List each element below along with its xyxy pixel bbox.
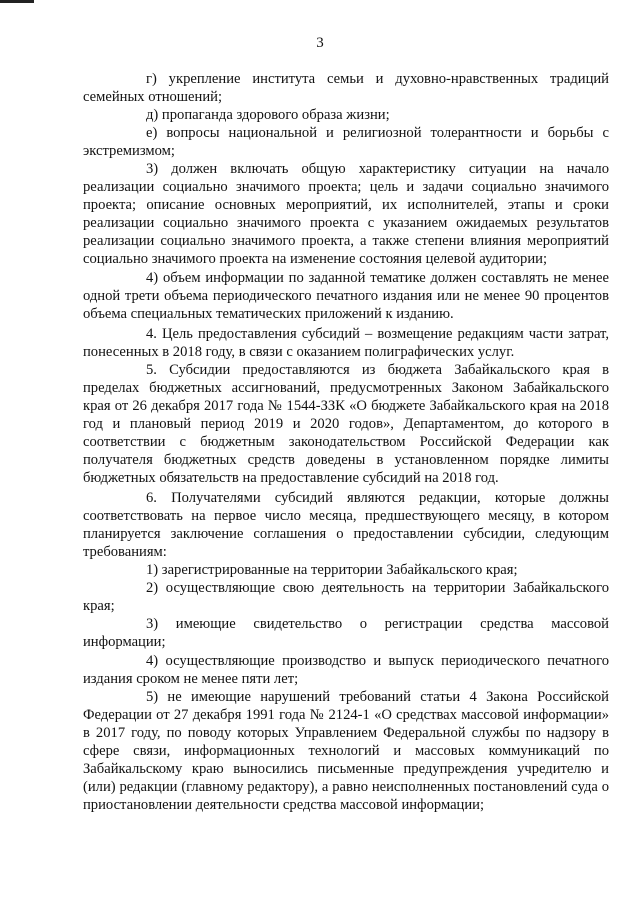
paragraph-section-6: 6. Получателями субсидий являются редакции, которые должны соответствовать на первое число месяца, предшествующего месяцу, в котором планируется заключение соглашения о предоставлении субсидии, следующим требованиям:	[83, 490, 609, 561]
paragraph-requirement-3: 3) должен включать общую характеристику ситуации на начало реализации социально значимого проекта; цель и задачи социально значимого проекта; описание основных мероприятий, их исполнителей, этапы и сроки реализации социально значимого проекта с указанием ожидаемых результатов реализации социально значимого проекта, а также степени влияния мероприятий социально значимого проекта на изменение состояния целевой аудитории;	[83, 161, 609, 268]
paragraph-requirement-4: 4) объем информации по заданной тематике должен составлять не менее одной трети объема периодического печатного издания или не менее 90 процентов объема специальных тематических приложений к изданию.	[83, 269, 609, 322]
paragraph-criterion-1: 1) зарегистрированные на территории Забайкальского края;	[146, 562, 518, 579]
paragraph-section-4: 4. Цель предоставления субсидий – возмещение редакциям части затрат, понесенных в 2018 году, в связи с оказанием полиграфических услуг.	[83, 325, 609, 360]
page-number: 3	[316, 35, 324, 51]
document-body	[83, 70, 609, 814]
paragraph-criterion-3: 3) имеющие свидетельство о регистрации средства массовой информации;	[83, 616, 609, 651]
paragraph-criterion-5: 5) не имеющие нарушений требований статьи 4 Закона Российской Федерации от 27 декабря 1991 года № 2124-1 «О средствах массовой информации» в 2017 году, по поводу которых Управлением Федеральной службы по надзору в сфере связи, информационных технологий и массовых коммуникаций по Забайкальскому краю выносились письменные предупреждения учредителю и (или) редакции (главному редактору), а равно неисполненных постановлений суда о приостановлении деятельности средства массовой информации;	[83, 688, 609, 813]
paragraph-section-5: 5. Субсидии предоставляются из бюджета Забайкальского края в пределах бюджетных ассигнований, предусмотренных Законом Забайкальского края от 26 декабря 2017 года № 1544-ЗЗК «О бюджете Забайкальского края на 2018 год и плановый период 2019 и 2020 годов», Департаментом, до которого в соответствии с бюджетным законодательством Российской Федерации как получателя бюджетных средств доведены в установленном порядке лимиты бюджетных обязательств на предоставление субсидий на 2018 год.	[83, 361, 609, 487]
paragraph-item-d: д) пропаганда здорового образа жизни;	[146, 107, 390, 124]
scan-corner-mark	[0, 0, 34, 3]
paragraph-criterion-4: 4) осуществляющие производство и выпуск периодического печатного издания сроком не менее пяти лет;	[83, 652, 609, 687]
paragraph-item-g: г) укрепление института семьи и духовно-нравственных традиций семейных отношений;	[83, 71, 609, 106]
paragraph-item-e: е) вопросы национальной и религиозной толерантности и борьбы с экстремизмом;	[83, 125, 609, 160]
paragraph-criterion-2: 2) осуществляющие свою деятельность на территории Забайкальского края;	[83, 580, 609, 615]
